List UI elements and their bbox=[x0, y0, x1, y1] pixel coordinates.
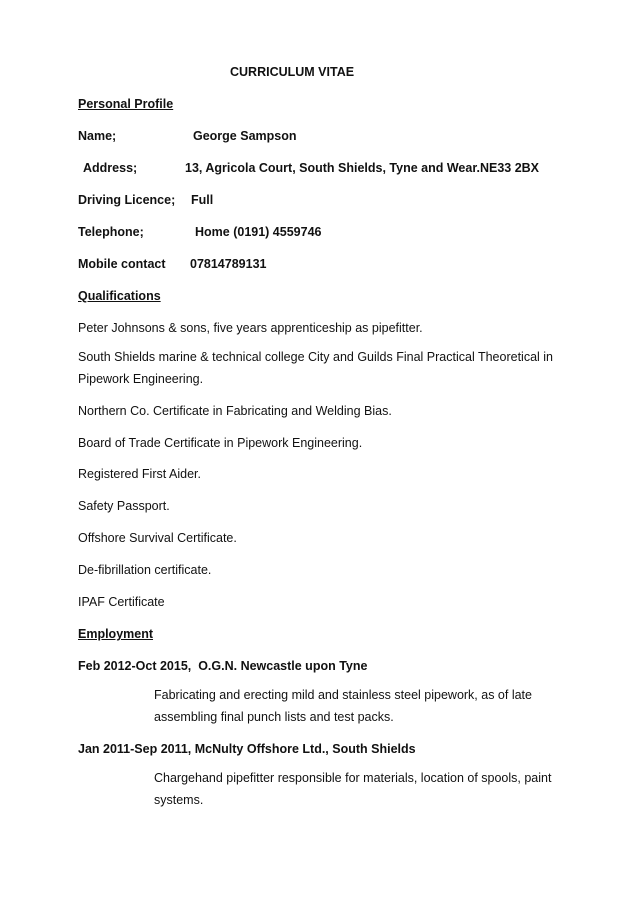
qualification-item: Board of Trade Certificate in Pipework Engineering. bbox=[78, 436, 363, 450]
personal-profile-heading: Personal Profile bbox=[78, 97, 174, 111]
qualification-item: Northern Co. Certificate in Fabricating and Welding Bias. bbox=[78, 404, 392, 418]
job-description: Fabricating and erecting mild and stainless steel pipework, as of late assembling final punch lists and test packs. bbox=[154, 688, 532, 724]
address-value: 13, Agricola Court, South Shields, Tyne and Wear.NE33 2BX bbox=[185, 161, 540, 175]
telephone-row bbox=[78, 224, 321, 240]
document-title: CURRICULUM VITAE bbox=[230, 65, 355, 79]
qualification-item: IPAF Certificate bbox=[78, 595, 165, 609]
job-header: Feb 2012-Oct 2015, O.G.N. Newcastle upon Tyne bbox=[78, 659, 368, 673]
job-header: Jan 2011-Sep 2011, McNulty Offshore Ltd., South Shields bbox=[78, 742, 416, 756]
qualification-item: Peter Johnsons & sons, five years apprenticeship as pipefitter. bbox=[78, 321, 423, 335]
address-label: Address; bbox=[83, 161, 138, 175]
qualification-item: Safety Passport. bbox=[78, 499, 170, 513]
mobile-label: Mobile contact bbox=[78, 257, 166, 271]
qualifications-heading: Qualifications bbox=[78, 289, 161, 303]
job-description: Chargehand pipefitter responsible for materials, location of spools, paint systems. bbox=[154, 771, 552, 807]
address-row bbox=[83, 160, 539, 176]
telephone-label: Telephone; bbox=[78, 225, 144, 239]
qualification-item: De-fibrillation certificate. bbox=[78, 563, 212, 577]
qualification-item: Offshore Survival Certificate. bbox=[78, 531, 237, 545]
name-value: George Sampson bbox=[193, 129, 297, 143]
licence-label: Driving Licence; bbox=[78, 193, 176, 207]
mobile-value: 07814789131 bbox=[190, 257, 267, 271]
name-label: Name; bbox=[78, 129, 117, 143]
licence-row bbox=[78, 192, 213, 208]
qualification-item: South Shields marine & technical college City and Guilds Final Practical Theoretical in Pipework Engineering. bbox=[78, 350, 554, 386]
name-row bbox=[78, 128, 297, 144]
mobile-row bbox=[78, 256, 266, 272]
qualification-item: Registered First Aider. bbox=[78, 467, 201, 481]
telephone-value: Home (0191) 4559746 bbox=[195, 225, 322, 239]
employment-heading: Employment bbox=[78, 627, 154, 641]
licence-value: Full bbox=[191, 193, 214, 207]
